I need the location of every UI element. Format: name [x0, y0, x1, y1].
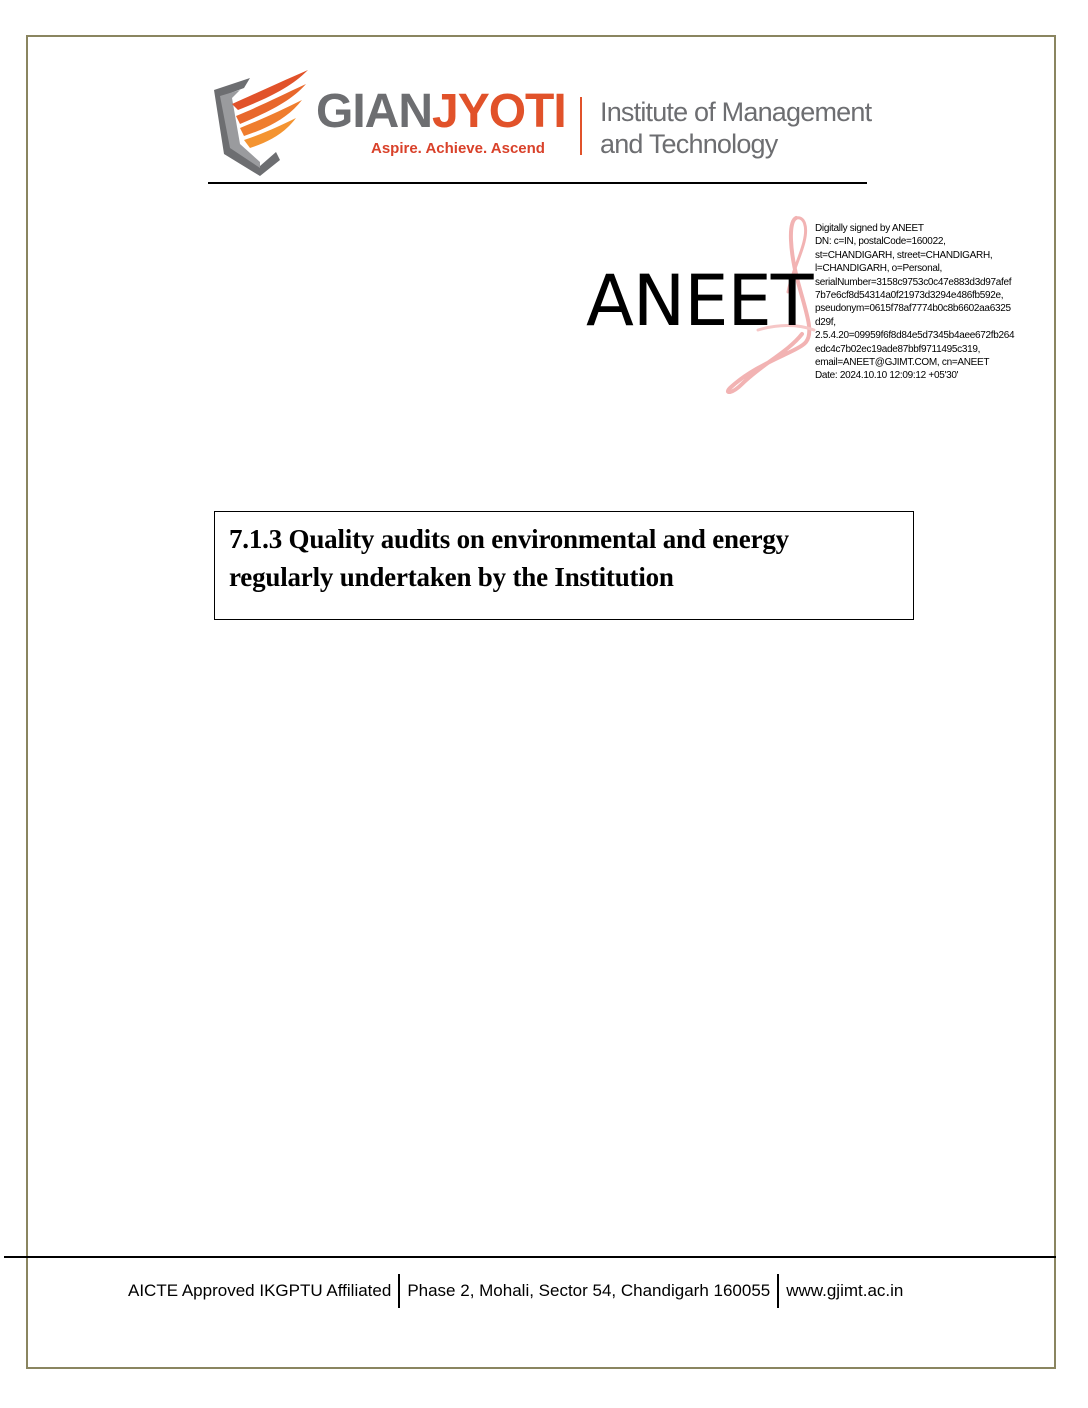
- signature-line: l=CHANDIGARH, o=Personal,: [815, 263, 942, 275]
- signature-line: d29f,: [815, 316, 836, 328]
- signature-line: 2.5.4.20=09959f6f8d84e5d7345b4aee672fb264: [815, 330, 1015, 342]
- document-title-line1: 7.1.3 Quality audits on environmental and energy: [229, 524, 789, 554]
- institute-name: [600, 96, 871, 160]
- shield-logo-icon: [210, 68, 310, 176]
- signature-line: Digitally signed by ANEET: [815, 223, 924, 234]
- signature-name: ANEET: [586, 260, 813, 342]
- institute-name-line2: and Technology: [600, 129, 778, 159]
- footer-separator: [777, 1274, 779, 1308]
- footer-website-link[interactable]: www.gjimt.ac.in: [786, 1281, 904, 1300]
- document-title-line2: regularly undertaken by the Institution: [229, 562, 674, 592]
- brand-tagline: Aspire. Achieve. Ascend: [371, 140, 545, 157]
- signature-line: pseudonym=0615f78af7774b0c8b6602aa6325: [815, 303, 1011, 315]
- title-box: [214, 511, 914, 620]
- header-divider: [580, 97, 582, 155]
- signature-line: st=CHANDIGARH, street=CHANDIGARH,: [815, 249, 993, 261]
- signature-line: serialNumber=3158c9753c0c47e883d3d97afef: [815, 276, 1012, 288]
- signature-line: Date: 2024.10.10 12:09:12 +05'30': [815, 370, 959, 382]
- footer-rule: [4, 1256, 1056, 1258]
- footer: [128, 1274, 903, 1308]
- brand-logo: [316, 85, 566, 157]
- brand-name-jyoti: JYOTI: [432, 85, 566, 138]
- signature-line: DN: c=IN, postalCode=160022,: [815, 236, 946, 248]
- signature-line: edc4c7b02ec19ade87bbf9711495c319,: [815, 343, 981, 355]
- document-title: [229, 520, 899, 596]
- signature-line: email=ANEET@GJIMT.COM, cn=ANEET: [815, 357, 990, 369]
- brand-name-gian: GIAN: [316, 85, 432, 138]
- footer-separator: [398, 1274, 400, 1308]
- footer-address: Phase 2, Mohali, Sector 54, Chandigarh 160055: [407, 1281, 771, 1300]
- signature-line: 7b7e6cf8d54314a0f21973d3294e486fb592e,: [815, 290, 1004, 302]
- signature-details: [815, 222, 1040, 383]
- header-rule: [208, 182, 867, 184]
- institute-name-line1: Institute of Management: [600, 97, 872, 127]
- footer-affiliation: AICTE Approved IKGPTU Affiliated: [128, 1281, 392, 1300]
